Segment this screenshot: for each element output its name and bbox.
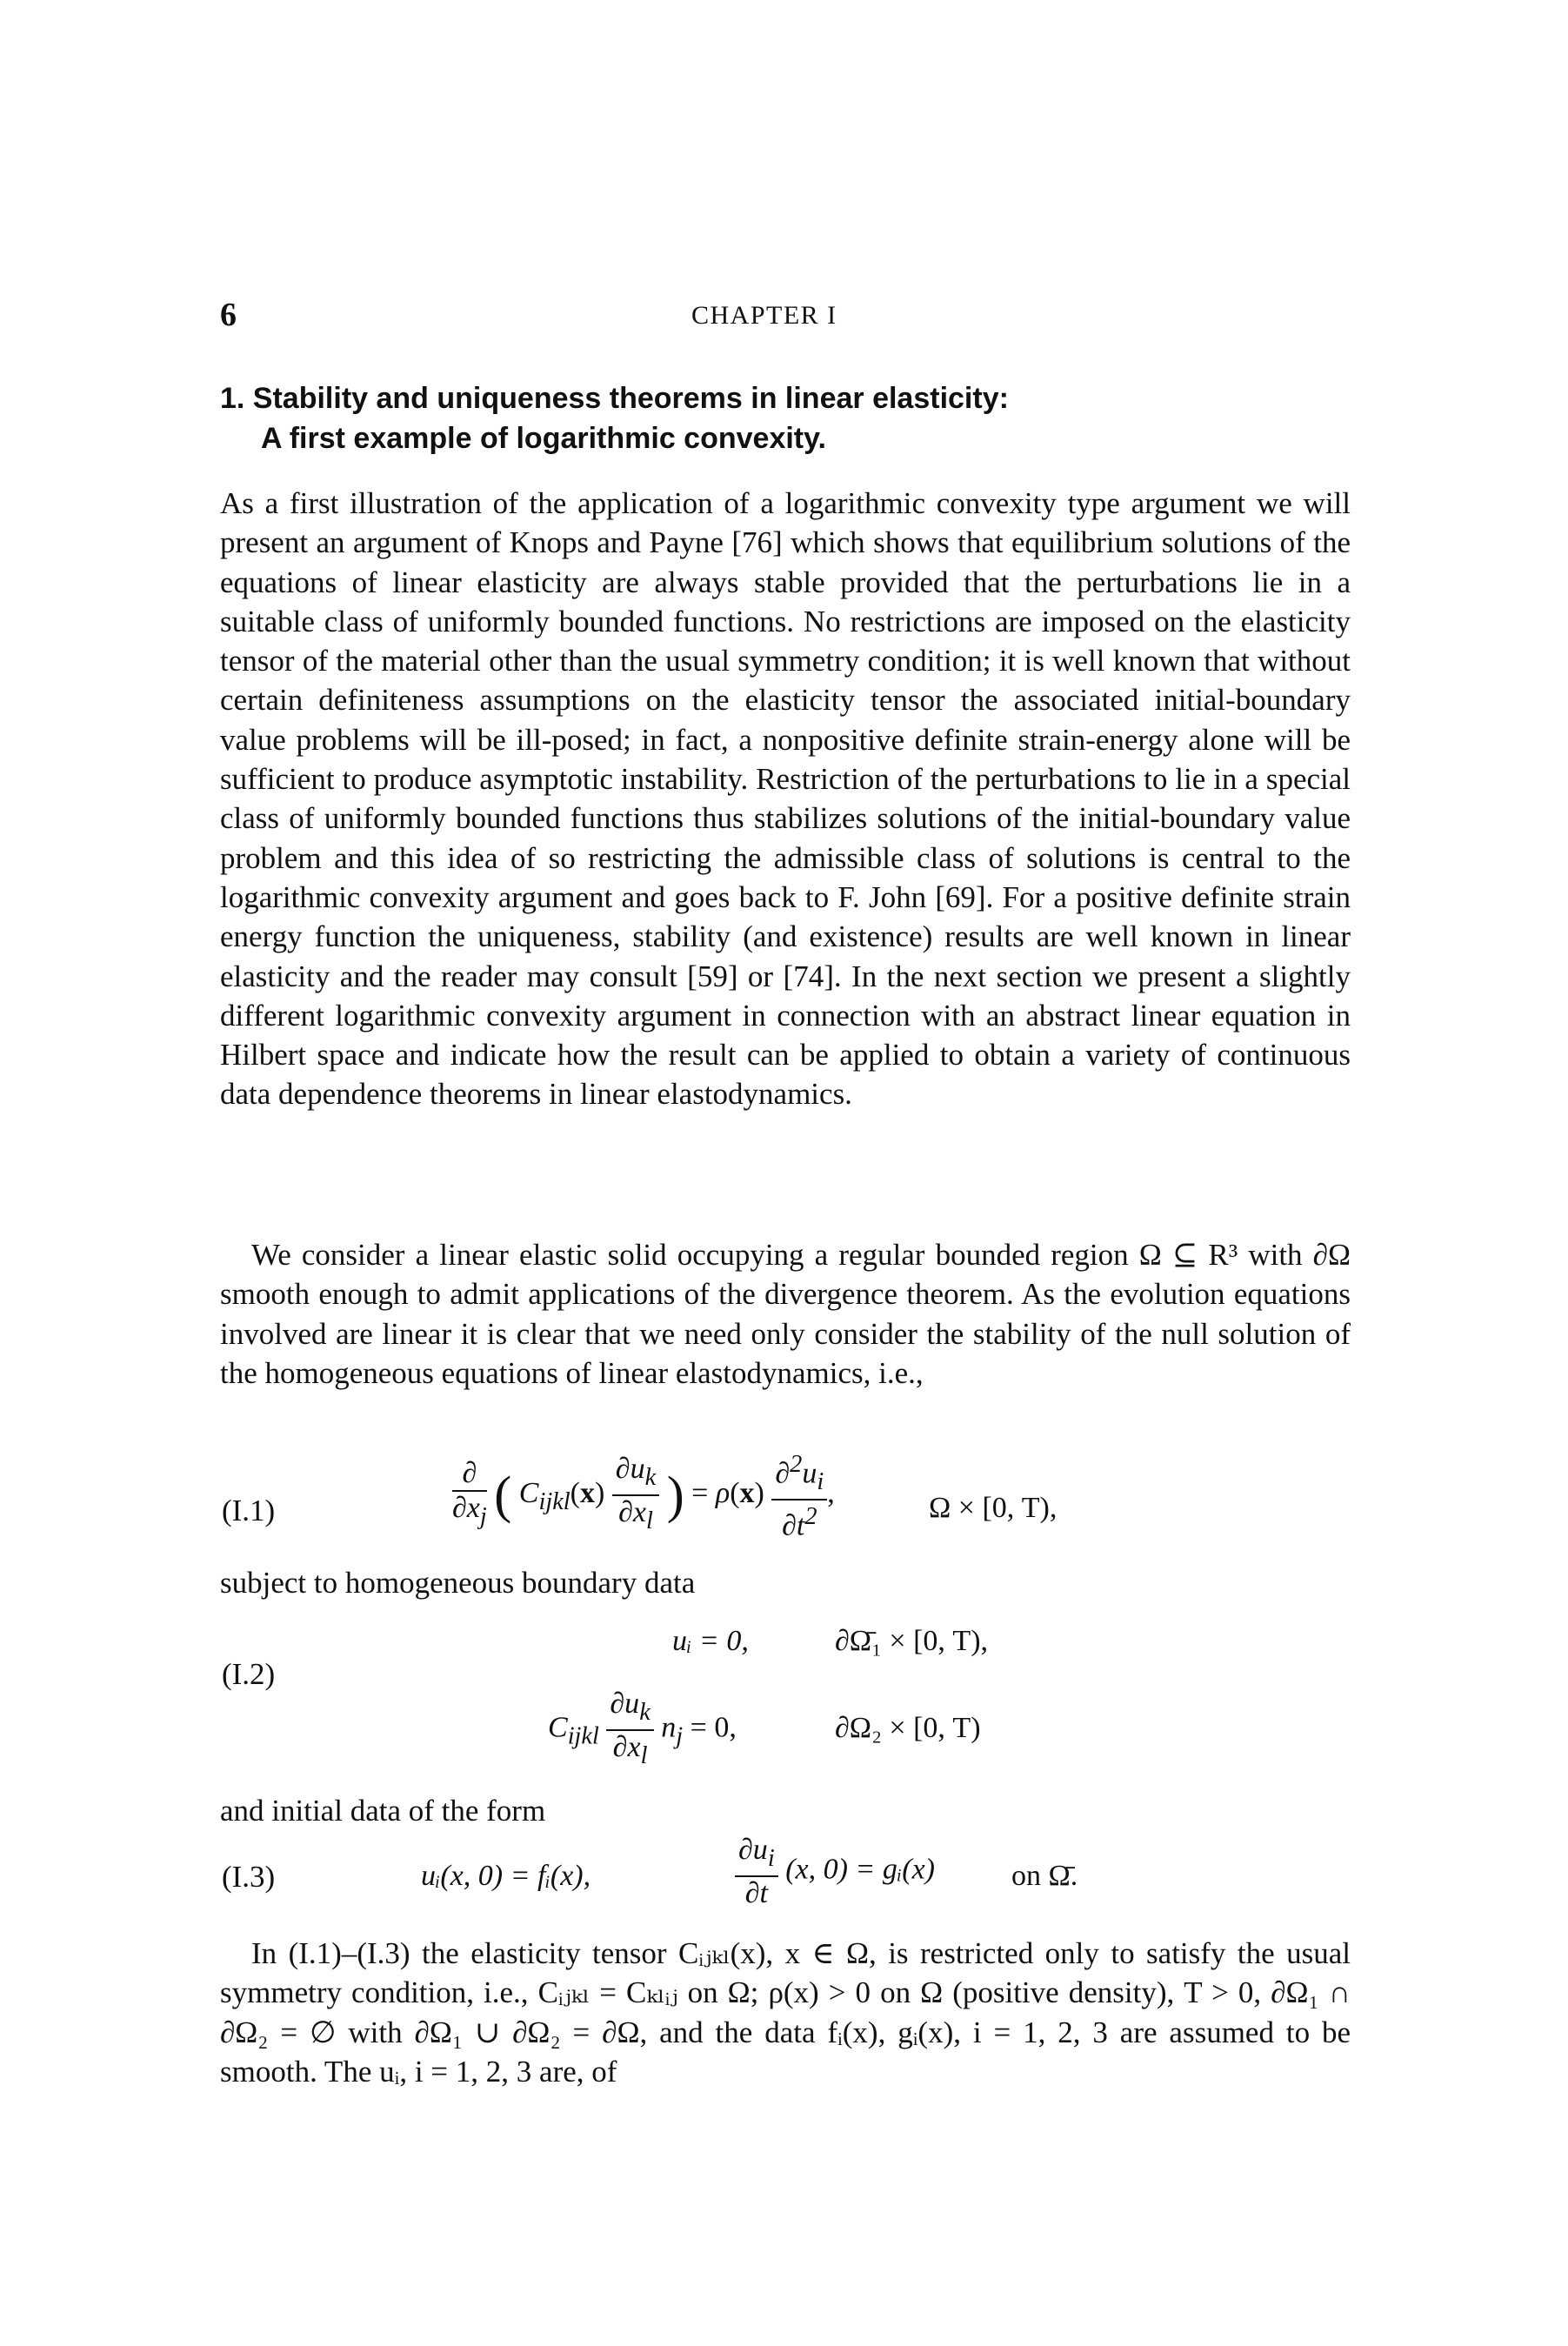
equation-1: $\frac{\partial}{\partial x_j}$ ( $C_{ijkl}(x)$ $\frac{\partial u_k}{\partial x_l}$ ) = ρ(x) $\frac{\partial^2u_i}{\partial t^2}$ , bbox=[452, 1448, 835, 1542]
paragraph-3-text: In (I.1)–(I.3) the elasticity tensor Cᵢⱼₖₗ(x), x ∈ Ω, is restricted only to satisfy the usual symmetry condition, i.e., Cᵢⱼₖₗ = Cₖₗᵢⱼ on Ω; ρ(x) > 0 on Ω (positive density), T > 0, ∂Ω₁ ∩ ∂Ω₂ = ∅ with ∂Ω₁ ∪ ∂Ω₂ = ∂Ω, and the data fᵢ(x), gᵢ(x), i = 1, 2, 3 are assumed to be smooth. The uᵢ, i = 1, 2, 3 are, of bbox=[220, 1936, 1351, 2089]
paragraph-2 bbox=[220, 1235, 1351, 1393]
section-title-line2: A first example of logarithmic convexity. bbox=[261, 422, 826, 455]
paragraph-1 bbox=[220, 484, 1351, 1114]
equation-3-init2-text: (x, 0) = gᵢ(x) bbox=[785, 1853, 935, 1886]
equation-3-init2: $\frac{\partial u_i}{\partial t}$ (x, 0) = gᵢ(x) bbox=[735, 1834, 935, 1910]
section-title-line1: 1. Stability and uniqueness theorems in linear elasticity: bbox=[220, 382, 1009, 415]
equation-3-init1: uᵢ(x, 0) = fᵢ(x), bbox=[421, 1860, 591, 1892]
page-number: 6 bbox=[220, 297, 237, 333]
equation-1-label: (I.1) bbox=[222, 1494, 276, 1527]
equation-1-domain: Ω × [0, T), bbox=[929, 1492, 1058, 1524]
equation-2-bc1-domain: ∂Ω̄₁ × [0, T), bbox=[835, 1625, 989, 1657]
paragraph-3 bbox=[220, 1934, 1351, 2091]
subject-text: subject to homogeneous boundary data bbox=[220, 1566, 696, 1600]
paragraph-2-text: We consider a linear elastic solid occupying a regular bounded region Ω ⊆ R³ with ∂Ω smooth enough to admit applications of the divergence theorem. As the evolution equations involved are linear it is clear that we need only consider the stability of the null solution of the homogeneous equations of linear elastodynamics, i.e., bbox=[220, 1238, 1351, 1390]
equation-3-on: on Ω̄. bbox=[1011, 1860, 1078, 1892]
initial-text: and initial data of the form bbox=[220, 1794, 546, 1828]
paragraph-1-text: As a first illustration of the application of a logarithmic convexity type argument we will present an argument of Knops and Payne [76] which shows that equilibrium solutions of the equations of linear elasticity are always stable provided that the perturbations lie in a suitable class of uniformly bounded functions. No restrictions are imposed on the elasticity tensor of the material other than the usual symmetry condition; it is well known that without certain definiteness assumptions on the elasticity tensor the associated initial-boundary value problems will be ill-posed; in fact, a nonpositive definite strain-energy alone will be sufficient to produce asymptotic instability. Restriction of the perturbations to lie in a special class of uniformly bounded functions thus stabilizes solutions of the initial-boundary value problem and this idea of so restricting the admissible class of solutions is central to the logarithmic convexity argument and goes back to F. John [69]. For a positive definite strain energy function the uniqueness, stability (and existence) results are well known in linear elasticity and the reader may consult [59] or [74]. In the next section we present a slightly different logarithmic convexity argument in connection with an abstract linear equation in Hilbert space and indicate how the result can be applied to obtain a variety of continuous data dependence theorems in linear elastodynamics. bbox=[220, 486, 1351, 1112]
equation-2-label: (I.2) bbox=[222, 1657, 276, 1691]
equation-3-label: (I.3) bbox=[222, 1860, 276, 1894]
chapter-header: CHAPTER I bbox=[691, 301, 837, 330]
equation-2-bc2: $C_{ijkl}$ $\frac{\partial u_k}{\partial x_l}$ $n_j = 0$, bbox=[548, 1688, 737, 1769]
equation-2-bc1: uᵢ = 0, bbox=[672, 1625, 749, 1657]
equation-2-bc2-domain: ∂Ω₂ × [0, T) bbox=[835, 1712, 981, 1744]
